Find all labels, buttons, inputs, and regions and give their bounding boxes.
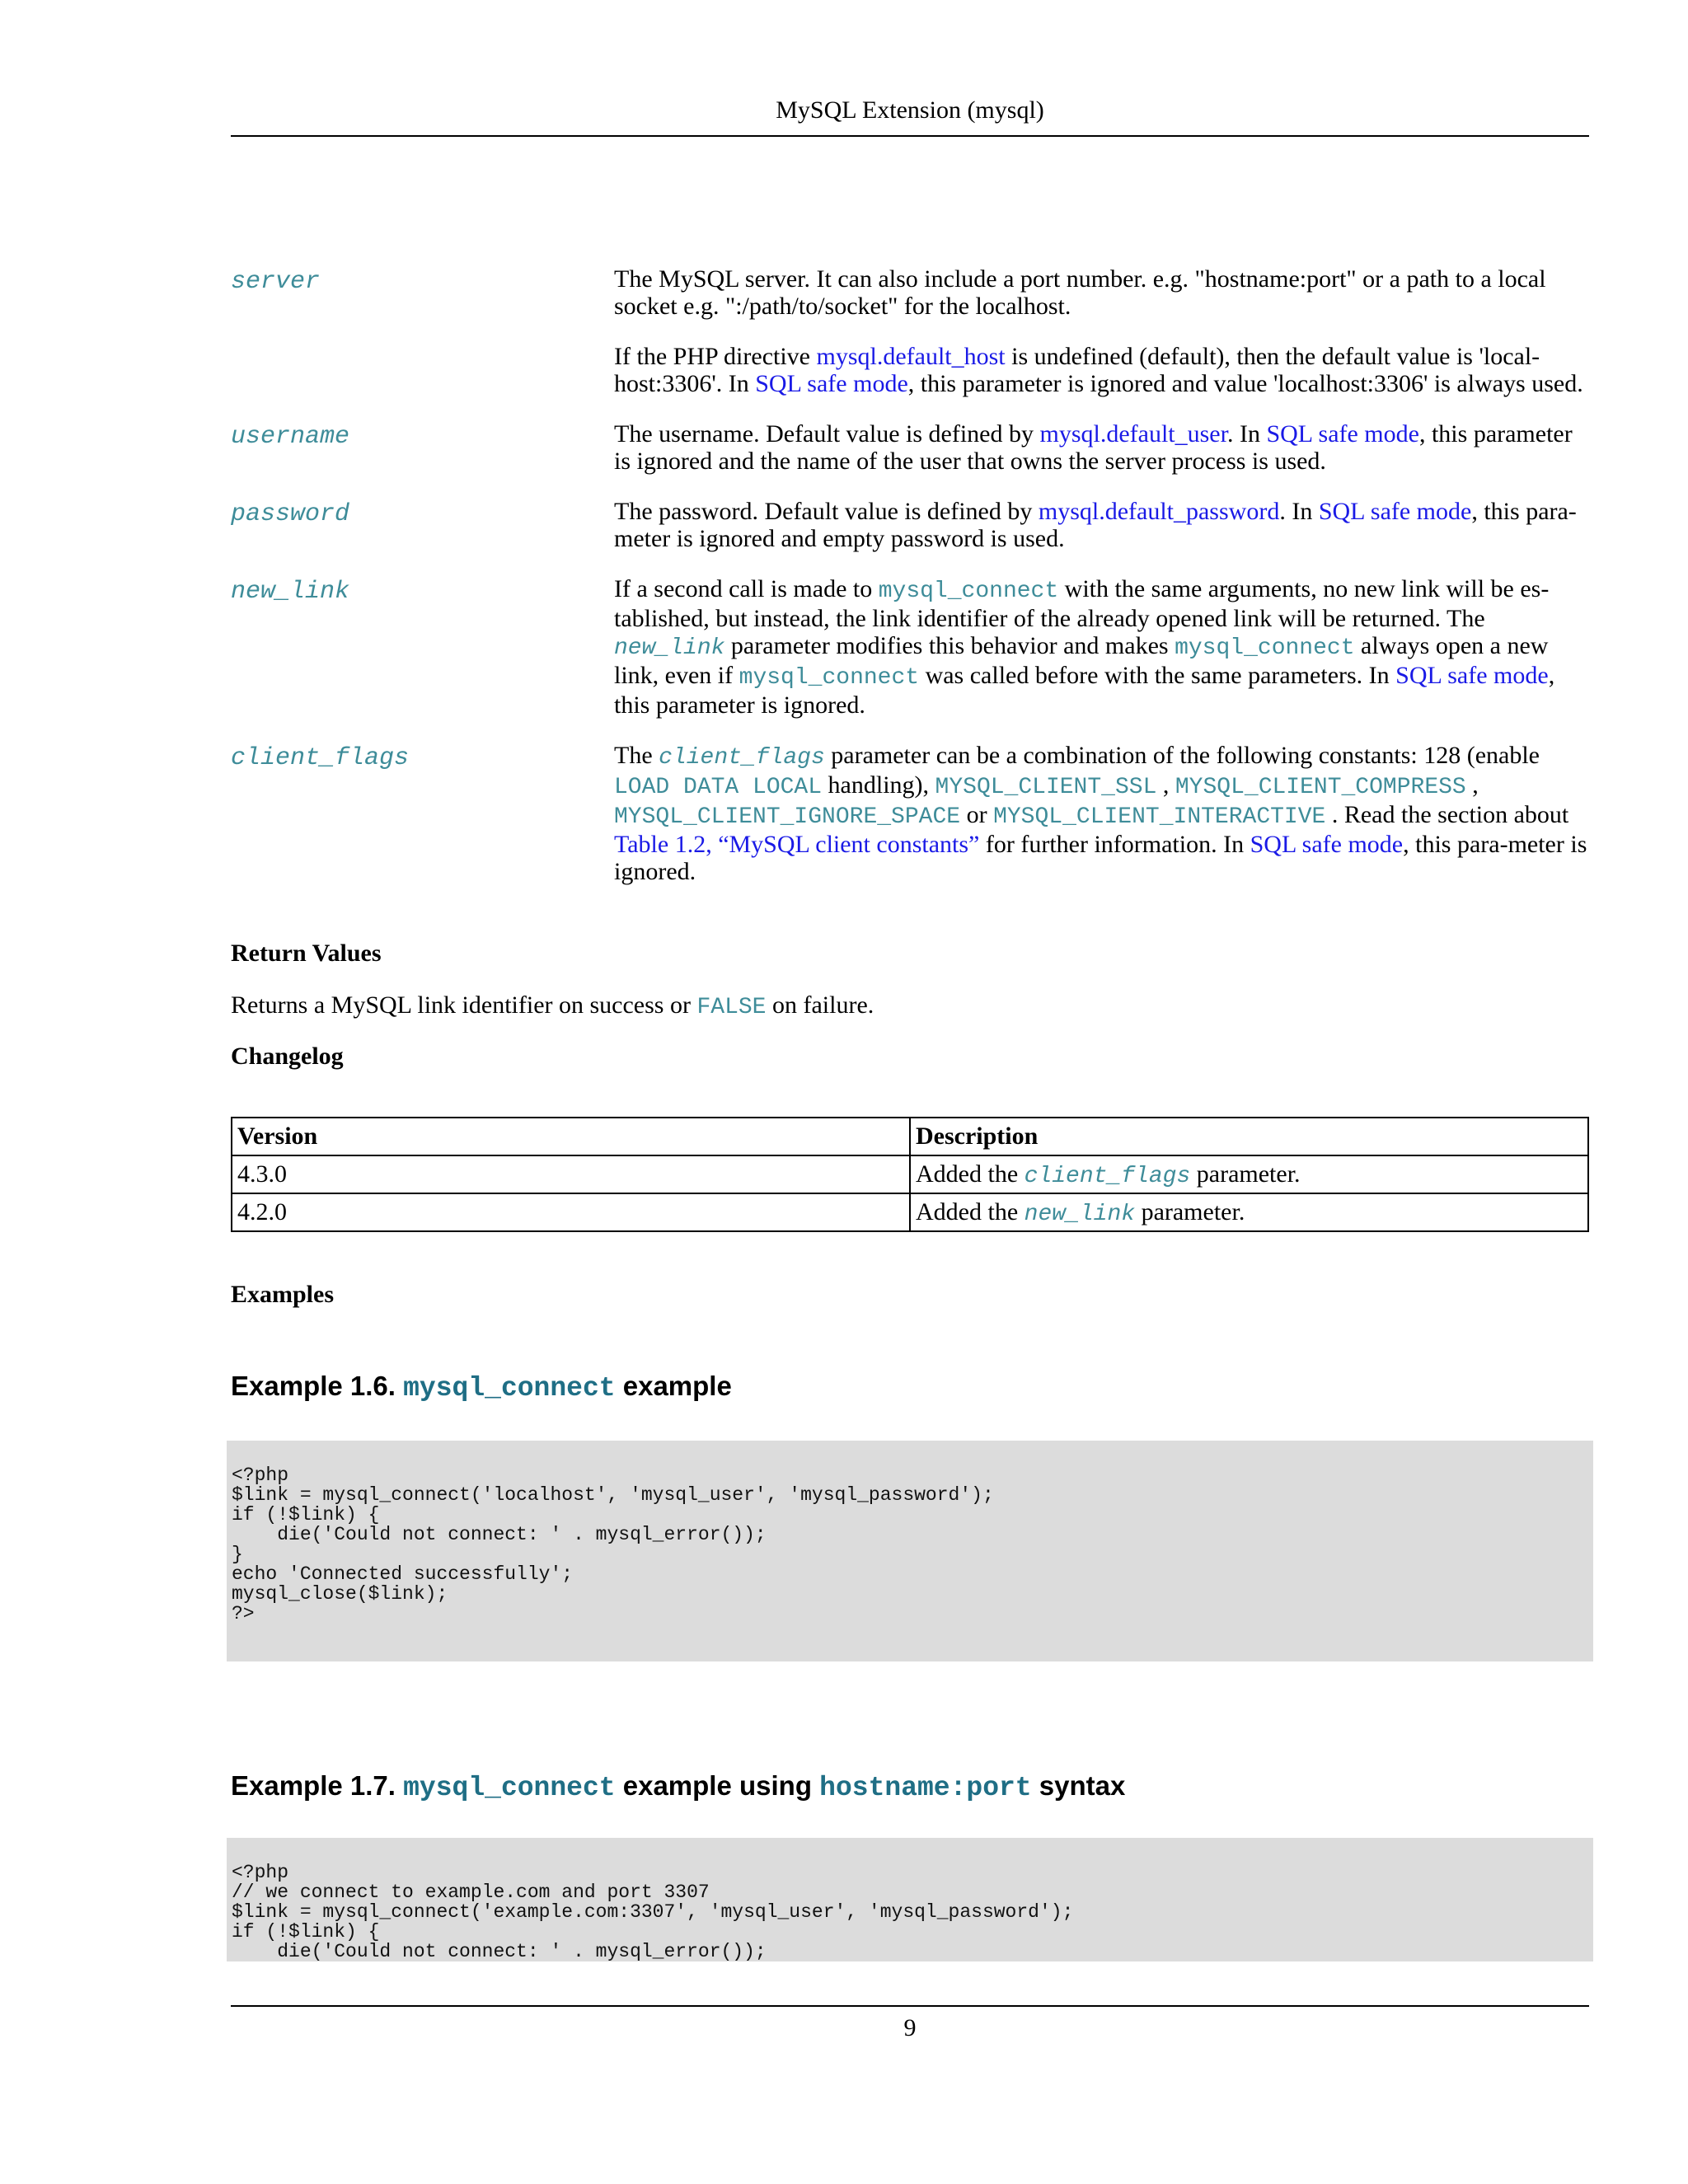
- page-number: 9: [903, 2014, 917, 2041]
- example-2-title: [231, 1768, 1125, 1807]
- link-sql-safe-mode[interactable]: SQL safe mode: [1395, 662, 1549, 689]
- table-header-row: [232, 1118, 1588, 1155]
- page-header: MySQL Extension (mysql): [776, 96, 1044, 124]
- code-mysql-connect: mysql_connect: [738, 665, 920, 691]
- text: handling),: [822, 771, 935, 799]
- text: parameter can be a combination of the following constants: 128 (enable: [824, 742, 1540, 769]
- param-name: server: [231, 268, 321, 296]
- code-mysql-connect: mysql_connect: [1175, 635, 1355, 661]
- parameter-list: [231, 265, 1589, 908]
- example-1-title: [231, 1368, 732, 1407]
- changelog-heading: Changelog: [231, 1043, 344, 1070]
- table-row: [232, 1155, 1588, 1193]
- examples-heading: Examples: [231, 1281, 335, 1308]
- text: , this parameter is ignored.: [614, 662, 1555, 719]
- text: . Read the section about: [1325, 801, 1569, 828]
- text: If the PHP directive: [614, 343, 817, 370]
- param-description: [614, 575, 1589, 719]
- column-header-version: Version: [232, 1118, 910, 1155]
- param-server-desc-2: [614, 343, 1589, 397]
- param-client-flags-desc: [614, 742, 1589, 885]
- code-mysql-connect: mysql_connect: [403, 1773, 616, 1803]
- code-mysql-client-ignore-space: MYSQL_CLIENT_IGNORE_SPACE: [614, 804, 961, 830]
- code-mysql-client-compress: MYSQL_CLIENT_COMPRESS: [1175, 775, 1466, 800]
- code-client-flags: client_flags: [1024, 1163, 1191, 1189]
- text: was called before with the same parameters. In: [919, 662, 1396, 689]
- code-new-link: new_link: [614, 635, 725, 661]
- text: for further information. In: [979, 831, 1250, 858]
- param-password: [231, 498, 1589, 552]
- text: syntax: [1031, 1770, 1126, 1801]
- table-row: [232, 1193, 1588, 1231]
- text: or: [960, 801, 994, 828]
- text: . In: [1279, 498, 1319, 525]
- header-rule: [231, 135, 1589, 137]
- link-mysql-default-user[interactable]: mysql.default_user: [1039, 420, 1227, 448]
- link-table-client-constants[interactable]: Table 1.2, “MySQL client constants”: [614, 831, 980, 858]
- param-username-desc: [614, 420, 1589, 475]
- cell-description: [910, 1155, 1588, 1193]
- text: parameter.: [1135, 1197, 1245, 1226]
- param-description: [614, 742, 1589, 885]
- param-name: client_flags: [231, 744, 410, 772]
- text: , this para-meter is ignored.: [614, 831, 1587, 885]
- return-values-text: [231, 989, 874, 1024]
- example-2-code: <?php // we connect to example.com and port 3307 $link = mysql_connect('example.com:3307', 'mysql_user', 'mysql_password'); if (!$link) { die('Could not connect: ' . mysql_error());: [227, 1838, 1593, 1961]
- text: Example 1.6.: [231, 1371, 404, 1401]
- param-description: [614, 420, 1589, 475]
- text: Returns a MySQL link identifier on success or: [231, 991, 697, 1019]
- param-username: [231, 420, 1589, 475]
- text: with the same arguments, no new link will be es-tablished, but instead, the link identifier of the already opened link will be returned. The: [614, 575, 1550, 632]
- text: example using: [615, 1770, 820, 1801]
- text: The username. Default value is defined by: [614, 420, 1040, 448]
- text: parameter modifies this behavior and makes: [724, 632, 1175, 659]
- text: is undefined (default), then the default value is 'local-host:3306'. In: [614, 343, 1540, 397]
- cell-description: [910, 1193, 1588, 1231]
- code-mysql-connect: mysql_connect: [878, 579, 1059, 604]
- text: ,: [1465, 771, 1479, 799]
- code-mysql-connect: mysql_connect: [403, 1373, 616, 1404]
- code-mysql-client-interactive: MYSQL_CLIENT_INTERACTIVE: [993, 804, 1326, 830]
- link-sql-safe-mode[interactable]: SQL safe mode: [1266, 420, 1419, 448]
- param-client-flags: [231, 742, 1589, 885]
- text: , this para-meter is ignored and empty password is used.: [614, 498, 1577, 552]
- cell-version: 4.2.0: [232, 1193, 910, 1231]
- footer-rule: [231, 2005, 1589, 2007]
- cell-version: 4.3.0: [232, 1155, 910, 1193]
- link-mysql-default-host[interactable]: mysql.default_host: [816, 343, 1006, 370]
- changelog-table: [231, 1117, 1589, 1232]
- param-password-desc: [614, 498, 1589, 552]
- return-values-heading: Return Values: [231, 940, 382, 967]
- param-server-desc-1: The MySQL server. It can also include a port number. e.g. "hostname:port" or a path to a local socket e.g. ":/path/to/socket" for the localhost.: [614, 265, 1546, 320]
- code-client-flags: client_flags: [659, 745, 825, 771]
- text: , this parameter is ignored and the name of the user that owns the server process is used.: [614, 420, 1573, 475]
- link-sql-safe-mode[interactable]: SQL safe mode: [755, 370, 908, 397]
- param-new-link: [231, 575, 1589, 719]
- text: parameter.: [1190, 1160, 1301, 1188]
- example-1-code: <?php $link = mysql_connect('localhost', 'mysql_user', 'mysql_password'); if (!$link) { die('Could not connect: ' . mysql_error()); } echo 'Connected successfully'; mysql_close($link); ?>: [227, 1441, 1593, 1661]
- text: on failure.: [766, 991, 874, 1019]
- param-description: [614, 498, 1589, 552]
- text: always open a new link, even if: [614, 632, 1549, 689]
- param-new-link-desc: [614, 575, 1589, 719]
- param-description: [614, 265, 1589, 397]
- text: Added the: [916, 1160, 1025, 1188]
- text: Example 1.7.: [231, 1770, 404, 1801]
- column-header-description: Description: [910, 1118, 1588, 1155]
- text: Added the: [916, 1197, 1025, 1226]
- param-name: new_link: [231, 578, 350, 606]
- link-sql-safe-mode[interactable]: SQL safe mode: [1318, 498, 1472, 525]
- text: , this parameter is ignored and value 'localhost:3306' is always used.: [907, 370, 1583, 397]
- param-server: [231, 265, 1589, 397]
- link-mysql-default-password[interactable]: mysql.default_password: [1038, 498, 1280, 525]
- code-false: FALSE: [696, 995, 767, 1020]
- text: The: [614, 742, 659, 769]
- text: . In: [1226, 420, 1267, 448]
- code-load-data-local: LOAD DATA LOCAL: [614, 775, 823, 800]
- param-name: username: [231, 423, 350, 451]
- text: example: [615, 1371, 732, 1401]
- param-name: password: [231, 500, 350, 528]
- text: The password. Default value is defined by: [614, 498, 1039, 525]
- code-mysql-client-ssl: MYSQL_CLIENT_SSL: [935, 775, 1157, 800]
- code-new-link: new_link: [1024, 1201, 1136, 1227]
- link-sql-safe-mode[interactable]: SQL safe mode: [1250, 831, 1404, 858]
- text: If a second call is made to: [614, 575, 879, 602]
- text: ,: [1156, 771, 1175, 799]
- code-hostname-port: hostname:port: [819, 1773, 1032, 1803]
